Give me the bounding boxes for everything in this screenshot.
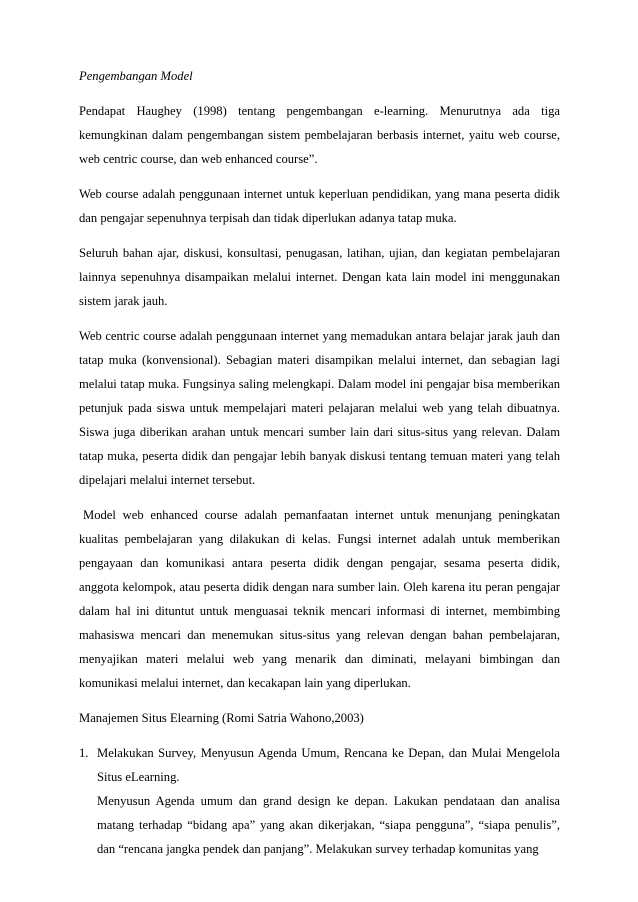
paragraph-web-course: Web course adalah penggunaan internet untuk keperluan pendidikan, yang mana peserta didik dan pengajar sepenuhnya terpisah dan tidak diperlukan adanya tatap muka. bbox=[79, 187, 560, 225]
list-item-number: 1. bbox=[79, 746, 89, 760]
paragraph-seluruh-bahan: Seluruh bahan ajar, diskusi, konsultasi, penugasan, latihan, ujian, dan kegiatan pembelajaran lainnya sepenuhnya disampaikan melalui internet. Dengan kata lain model ini menggunakan sistem jarak jauh. bbox=[79, 246, 560, 308]
section-heading: Pengembangan Model bbox=[79, 69, 193, 83]
document-body bbox=[79, 64, 560, 861]
paragraph-web-centric: Web centric course adalah penggunaan internet yang memadukan antara belajar jarak jauh dan tatap muka (konvensional). Sebagian materi disampikan melalui internet, dan sebagian lagi melalui tatap muka. Fungsinya saling melengkapi. Dalam model ini pengajar bisa memberikan petunjuk pada siswa untuk mempelajari materi pelajaran melalui web yang telah dibuatnya. Siswa juga diberikan arahan untuk mencari sumber lain dari situs-situs yang relevan. Dalam tatap muka, peserta didik dan pengajar lebih banyak diskusi tentang temuan materi yang telah dipelajari melalui internet tersebut. bbox=[79, 329, 560, 487]
subheading-manajemen: Manajemen Situs Elearning (Romi Satria Wahono,2003) bbox=[79, 711, 364, 725]
list-item bbox=[79, 741, 560, 861]
paragraph-web-enhanced: Model web enhanced course adalah pemanfaatan internet untuk menunjang peningkatan kualitas pembelajaran yang dilakukan di kelas. Fungsi internet adalah untuk memberikan pengayaan dan komunikasi antara peserta didik dengan pengajar, sesama peserta didik, anggota kelompok, atau peserta didik dengan nara sumber lain. Oleh karena itu peran pengajar dalam hal ini dituntut untuk menguasai teknik mencari informasi di internet, membimbing mahasiswa mencari dan menemukan situs-situs yang relevan dengan bahan pembelajaran, menyajikan materi melalui web yang menarik dan diminati, melayani bimbingan dan komunikasi melalui internet, dan kecakapan lain yang diperlukan. bbox=[79, 508, 560, 690]
paragraph-haughey: Pendapat Haughey (1998) tentang pengembangan e-learning. Menurutnya ada tiga kemungkinan dalam pengembangan sistem pembelajaran berbasis internet, yaitu web course, web centric course, dan web enhanced course”. bbox=[79, 104, 560, 166]
list-item-body: Menyusun Agenda umum dan grand design ke depan. Lakukan pendataan dan analisa matang terhadap “bidang apa” yang akan dikerjakan, “siapa pengguna”, “siapa penulis”, dan “rencana jangka pendek dan panjang”. Melakukan survey terhadap komunitas yang bbox=[97, 794, 560, 856]
list-item-title: Melakukan Survey, Menyusun Agenda Umum, Rencana ke Depan, dan Mulai Mengelola Situs eLearning. bbox=[97, 746, 560, 784]
